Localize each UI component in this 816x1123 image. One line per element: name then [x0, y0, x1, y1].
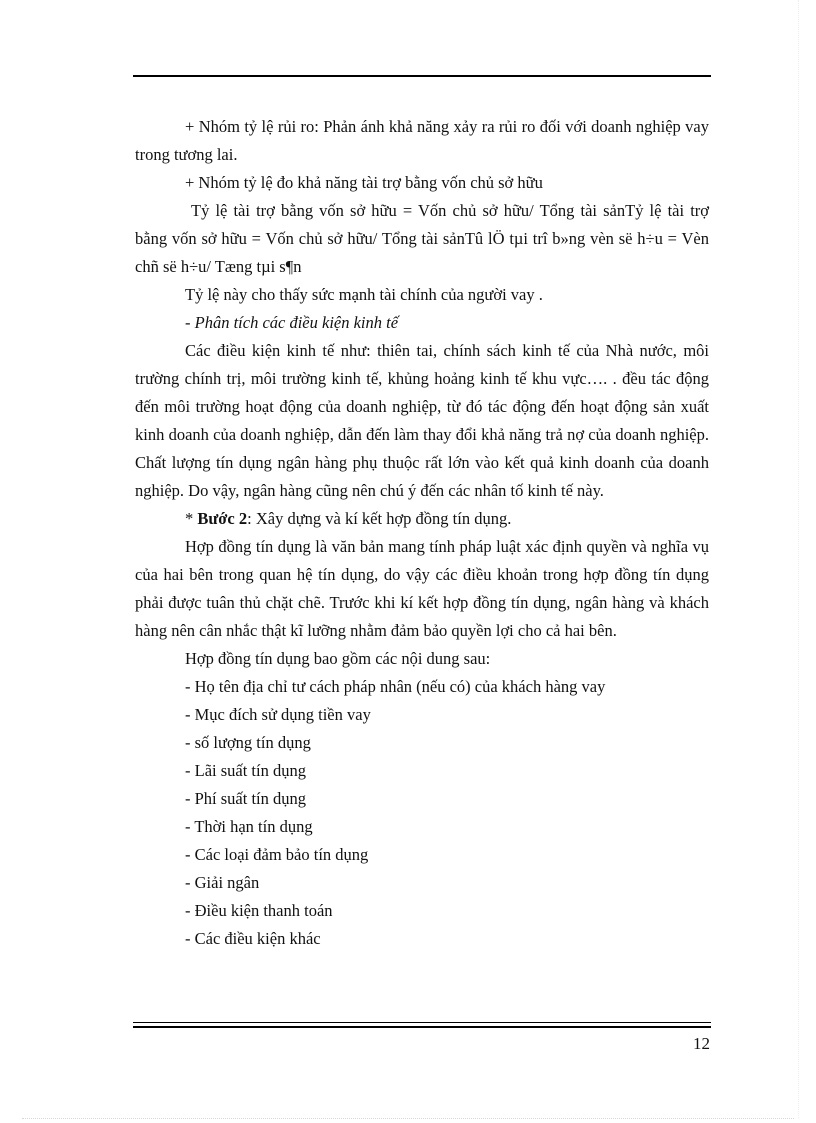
step-2-heading	[135, 505, 709, 533]
list-item: - Các điều kiện khác	[185, 929, 321, 948]
list-item: - Mục đích sử dụng tiền vay	[185, 705, 371, 724]
list-item: - Thời hạn tín dụng	[185, 817, 313, 836]
contract-description: Hợp đồng tín dụng là văn bản mang tính pháp luật xác định quyền và nghĩa vụ của hai bên trong quan hệ tín dụng, do vậy các điều khoản trong hợp đồng tín dụng phải được tuân thủ chặt chẽ. Trước khi kí kết hợp đồng tín dụng, ngân hàng và khách hàng nên cân nhắc thật kĩ lưỡng nhằm đảm bảo quyền lợi cho cả hai bên.	[135, 537, 709, 640]
list-item: - Lãi suất tín dụng	[185, 761, 306, 780]
list-item: - Họ tên địa chỉ tư cách pháp nhân (nếu có) của khách hàng vay	[185, 677, 606, 696]
contract-contents-intro: Hợp đồng tín dụng bao gồm các nội dung sau:	[185, 649, 491, 668]
footer-rule	[133, 1022, 711, 1028]
risk-ratio-paragraph: + Nhóm tỷ lệ rủi ro: Phản ánh khả năng xảy ra rủi ro đối với doanh nghiệp vay trong tương lai.	[135, 117, 709, 164]
ratio-meaning: Tỷ lệ này cho thấy sức mạnh tài chính của người vay .	[185, 285, 543, 304]
list-item: - Điều kiện thanh toán	[185, 901, 333, 920]
economic-conditions-paragraph: Các điều kiện kinh tế như: thiên tai, chính sách kinh tế của Nhà nước, môi trường chính trị, môi trường kinh tế, khủng hoảng kinh tế khu vực…. . đều tác động đến môi trường hoạt động của doanh nghiệp, từ đó tác động đến hoạt động sản xuất kinh doanh của doanh nghiệp, dẫn đến làm thay đổi khả năng trả nợ của doanh nghiệp. Chất lượng tín dụng ngân hàng phụ thuộc rất lớn vào kết quả kinh doanh của doanh nghiệp. Do vậy, ngân hàng cũng nên chú ý đến các nhân tố kinh tế này.	[135, 341, 709, 500]
step-2-prefix: *	[185, 509, 198, 528]
page-edge-right	[798, 0, 799, 1118]
page-edge-bottom	[22, 1118, 794, 1119]
economic-conditions-heading: - Phân tích các điều kiện kinh tế	[185, 313, 399, 332]
step-2-title: : Xây dựng và kí kết hợp đồng tín dụng.	[247, 509, 512, 528]
page-body	[135, 113, 709, 953]
contract-contents-list	[135, 673, 709, 953]
list-item: - Phí suất tín dụng	[185, 789, 307, 808]
list-item: - Giải ngân	[185, 873, 260, 892]
list-item: - Các loại đảm bảo tín dụng	[185, 845, 369, 864]
equity-ratio-formula: Tỷ lệ tài trợ bằng vốn sở hữu = Vốn chủ sở hữu/ Tổng tài sảnTỷ lệ tài trợ bằng vốn sở hữu = Vốn chủ sở hữu/ Tổng tài sảnTû lÖ tµi trî b»ng vèn së h÷u = Vèn chñ së h÷u/ Tæng tµi s¶n	[135, 201, 709, 276]
equity-ratio-heading: + Nhóm tỷ lệ đo khả năng tài trợ bằng vốn chủ sở hữu	[185, 173, 543, 192]
step-2-label: Bước 2	[197, 509, 248, 528]
page-number: 12	[693, 1034, 710, 1053]
header-rule	[133, 75, 711, 77]
list-item: - số lượng tín dụng	[185, 733, 311, 752]
